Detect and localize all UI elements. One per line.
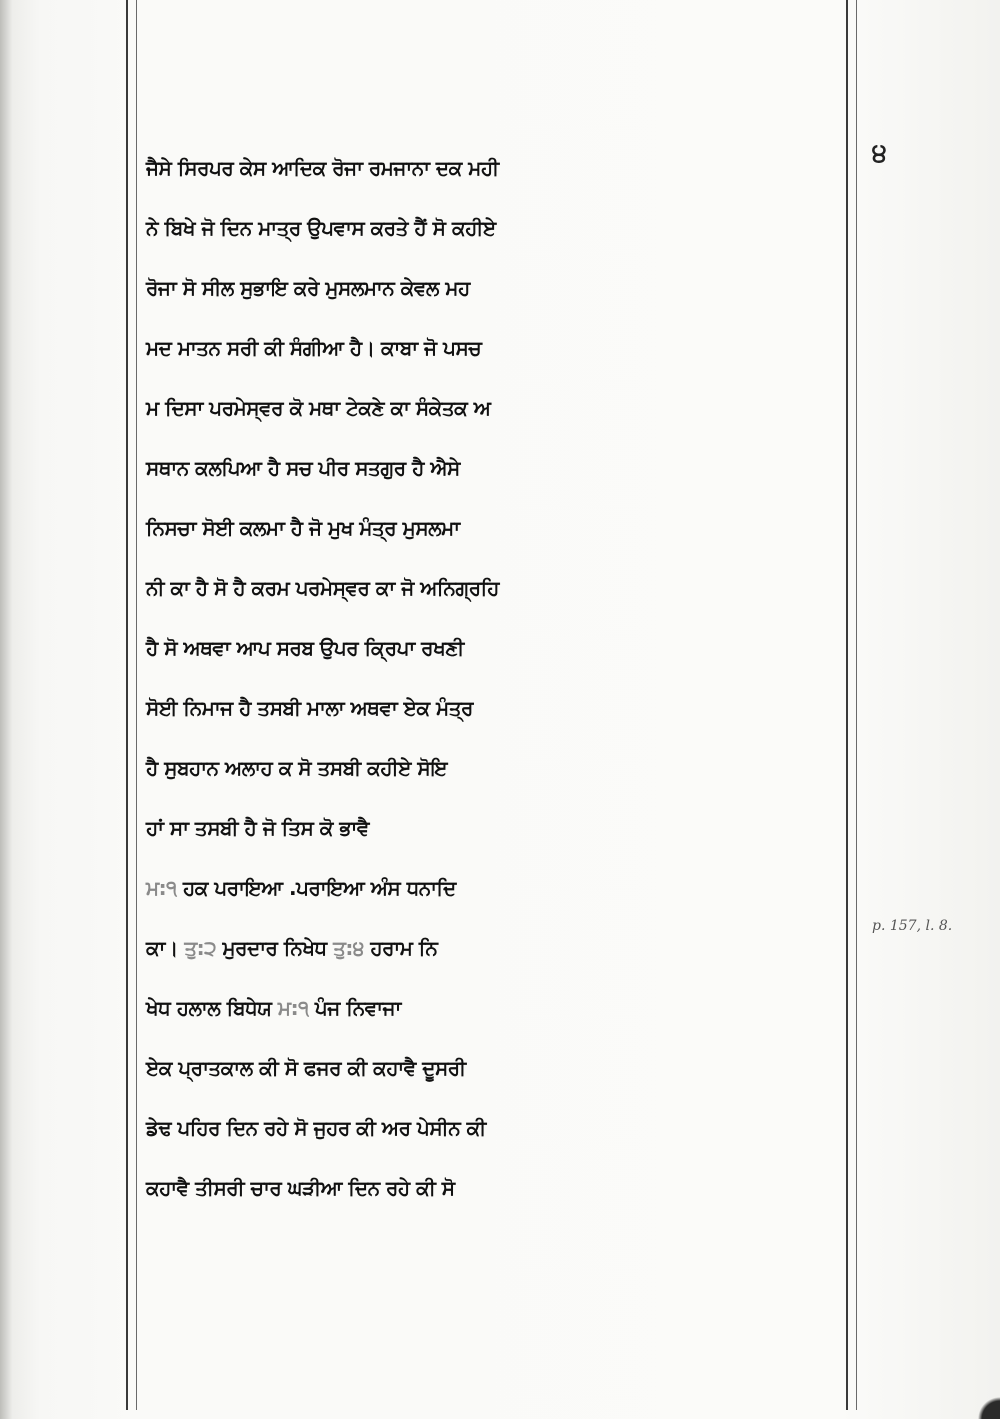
manuscript-line [146,378,858,438]
line-text: ਮ ਦਿਸਾ ਪਰਮੇਸ੍ਵਰ ਕੋ ਮਥਾ ਟੇਕਣੇ ਕਾ ਸੰਕੇਤਕ ਅ [146,396,491,420]
line-text: ਸਥਾਨ ਕਲਪਿਆ ਹੈ ਸਚ ਪੀਰ ਸਤਗੁਰ ਹੈ ਐਸੇ [146,456,460,480]
page-binding-edge [0,0,12,1419]
margin-reference-note: p. 157, l. 8. [872,918,953,934]
manuscript-line [146,918,858,978]
left-margin-rule [126,0,128,1410]
line-text: ਨੀ ਕਾ ਹੈ ਸੋ ਹੈ ਕਰਮ ਪਰਮੇਸ੍ਵਰ ਕਾ ਜੋ ਅਨਿਗ੍ਰਹਿ [146,576,499,600]
manuscript-line [146,858,858,918]
manuscript-line [146,198,858,258]
line-text: ਖੇਧ ਹਲਾਲ ਬਿਧੇਯ [146,996,278,1020]
manuscript-line [146,258,858,318]
manuscript-line [146,1158,858,1218]
line-text: ਕਹਾਵੈ ਤੀਸਰੀ ਚਾਰ ਘੜੀਆ ਦਿਨ ਰਹੇ ਕੀ ਸੋ [146,1176,455,1200]
manuscript-line [146,738,858,798]
manuscript-line [146,798,858,858]
line-text: ਮਦ ਮਾਤਨ ਸਰੀ ਕੀ ਸੰਗੀਆ ਹੈ। ਕਾਬਾ ਜੋ ਪਸਚ [146,336,482,360]
line-text: ਕਾ। [146,936,185,960]
manuscript-line [146,978,858,1038]
manuscript-line [146,318,858,378]
line-text: ਸੋਈ ਨਿਮਾਜ ਹੈ ਤਸਬੀ ਮਾਲਾ ਅਥਵਾ ਏਕ ਮੰਤ੍ਰ [146,696,473,720]
manuscript-line [146,498,858,558]
manuscript-text-block [146,138,858,1218]
line-text: ਜੈਸੇ ਸਿਰਪਰ ਕੇਸ ਆਦਿਕ ਰੋਜਾ ਰਮਜਾਨਾ ਦਕ ਮਹੀ [146,156,499,180]
line-text: ਹਕ ਪਰਾਇਆ .ਪਰਾਇਆ ਅੰਸ ਧਨਾਦਿ [182,876,456,900]
line-text: ਨਿਸਚਾ ਸੋਈ ਕਲਮਾ ਹੈ ਜੋ ਮੁਖ ਮੰਤ੍ਰ ਮੁਸਲਮਾ [146,516,460,540]
left-margin-rule-inner [136,0,137,1410]
line-text: ਡੇਢ ਪਹਿਰ ਦਿਨ ਰਹੇ ਸੋ ਜੁਹਰ ਕੀ ਅਰ ਪੇਸੀਨ ਕੀ [146,1116,486,1140]
rubric-marker: ਤੁ:੪ [333,936,371,960]
line-text: ਰੋਜਾ ਸੋ ਸੀਲ ਸੁਭਾਇ ਕਰੇ ਮੁਸਲਮਾਨ ਕੇਵਲ ਮਹ [146,276,470,300]
manuscript-line [146,558,858,618]
line-text: ਪੰਜ ਨਿਵਾਜਾ [314,996,401,1020]
manuscript-line [146,138,858,198]
line-text: ਹੈ ਸੋ ਅਥਵਾ ਆਪ ਸਰਬ ਉਪਰ ਕ੍ਰਿਪਾ ਰਖਣੀ [146,636,464,660]
rubric-marker: ਮ:੧ [277,996,315,1020]
manuscript-line [146,438,858,498]
line-text: ਹੈ ਸੁਬਹਾਨ ਅਲਾਹ ਕ ਸੋ ਤਸਬੀ ਕਹੀਏ ਸੋਇ [146,756,448,780]
line-text: ਹਰਾਮ ਨਿ [370,936,438,960]
page-corner-shadow [970,1389,1000,1419]
rubric-marker: ਮ:੧ [146,876,183,900]
line-text: ਏਕ ਪ੍ਰਾਤਕਾਲ ਕੀ ਸੋ ਫਜਰ ਕੀ ਕਹਾਵੈ ਦੂਸਰੀ [146,1056,466,1080]
folio-number: ੪ [872,138,887,168]
line-text: ਮੁਰਦਾਰ ਨਿਖੇਧ [222,936,334,960]
manuscript-line [146,1098,858,1158]
manuscript-line [146,678,858,738]
manuscript-line [146,618,858,678]
manuscript-line [146,1038,858,1098]
line-text: ਹਾਂ ਸਾ ਤਸਬੀ ਹੈ ਜੋ ਤਿਸ ਕੋ ਭਾਵੈ [146,816,369,840]
rubric-marker: ਤੁ:੨ [184,936,223,960]
line-text: ਨੇ ਬਿਖੇ ਜੋ ਦਿਨ ਮਾਤ੍ਰ ਉਪਵਾਸ ਕਰਤੇ ਹੈਂ ਸੋ ਕਹੀਏ [146,216,496,240]
